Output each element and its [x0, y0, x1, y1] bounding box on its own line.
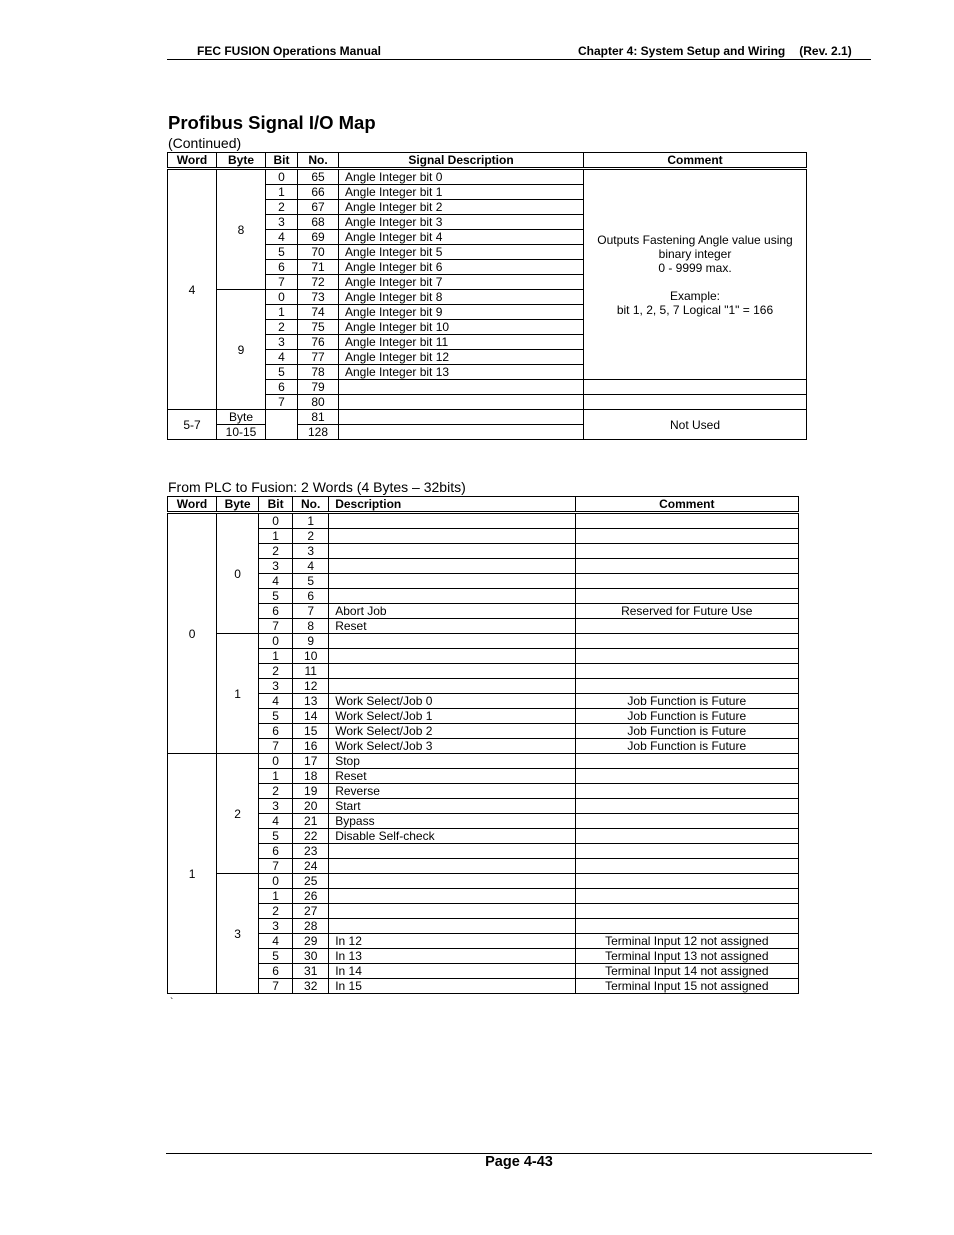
comment-cell [575, 634, 798, 649]
signal-description-cell: Angle Integer bit 2 [339, 200, 584, 215]
bit-cell: 1 [266, 185, 298, 200]
bit-cell: 7 [266, 395, 298, 410]
bit-cell: 6 [259, 964, 293, 979]
comment-cell [575, 544, 798, 559]
comment-cell [575, 559, 798, 574]
page-number [0, 1154, 954, 1170]
table-row [168, 949, 799, 964]
number-cell: 17 [293, 754, 329, 769]
bit-cell: 6 [266, 380, 298, 395]
bit-cell: 3 [259, 799, 293, 814]
stray-mark: ` [170, 997, 174, 1008]
table-row [168, 769, 799, 784]
bit-cell: 5 [259, 829, 293, 844]
page-title: Profibus Signal I/O Map [168, 112, 376, 133]
description-cell: Work Select/Job 1 [329, 709, 575, 724]
table-row [168, 694, 799, 709]
number-cell: 29 [293, 934, 329, 949]
comment-cell: Reserved for Future Use [575, 604, 798, 619]
table-row [168, 814, 799, 829]
table-row [168, 574, 799, 589]
bit-cell: 0 [259, 874, 293, 889]
bit-cell: 1 [259, 649, 293, 664]
table-row [168, 664, 799, 679]
bit-cell: 4 [259, 694, 293, 709]
table-row [168, 170, 807, 185]
comment-line [586, 275, 804, 289]
number-cell: 26 [293, 889, 329, 904]
description-cell [329, 844, 575, 859]
bit-cell: 0 [259, 754, 293, 769]
number-cell: 16 [293, 739, 329, 754]
comment-line: bit 1, 2, 5, 7 Logical "1" = 166 [616, 302, 774, 317]
comment-cell: Terminal Input 12 not assigned [575, 934, 798, 949]
byte-cell: 1 [217, 634, 259, 754]
col-header-no: No. [298, 153, 339, 168]
description-cell: Work Select/Job 2 [329, 724, 575, 739]
comment-cell [575, 664, 798, 679]
number-cell: 9 [293, 634, 329, 649]
bit-cell: 2 [259, 664, 293, 679]
signal-description-cell: Angle Integer bit 10 [339, 320, 584, 335]
description-cell: Work Select/Job 0 [329, 694, 575, 709]
table-row [168, 859, 799, 874]
table-row [168, 904, 799, 919]
comment-cell: Terminal Input 13 not assigned [575, 949, 798, 964]
bit-cell: 4 [259, 574, 293, 589]
table-row [168, 679, 799, 694]
bit-cell: 1 [259, 529, 293, 544]
table-row [168, 739, 799, 754]
number-cell: 19 [293, 784, 329, 799]
description-cell [329, 589, 575, 604]
byte-cell: Byte [217, 410, 266, 425]
bit-cell: 7 [266, 275, 298, 290]
comment-cell: Terminal Input 15 not assigned [575, 979, 798, 994]
table-row [168, 589, 799, 604]
comment-cell [575, 904, 798, 919]
page-subtitle: (Continued) [168, 135, 242, 151]
col-header-signal-description: Signal Description [339, 153, 584, 168]
description-cell: In 13 [329, 949, 575, 964]
bit-cell [266, 410, 298, 440]
comment-cell [575, 814, 798, 829]
col-header-word: Word [168, 497, 217, 512]
comment-cell: Job Function is Future [575, 724, 798, 739]
signal-description-cell: Angle Integer bit 11 [339, 335, 584, 350]
bit-cell: 2 [259, 904, 293, 919]
number-cell: 80 [298, 395, 339, 410]
signal-description-cell: Angle Integer bit 0 [339, 170, 584, 185]
table-row [168, 649, 799, 664]
comment-cell [584, 380, 807, 395]
bit-cell: 3 [259, 559, 293, 574]
signal-description-cell: Angle Integer bit 4 [339, 230, 584, 245]
plc-to-fusion-caption: From PLC to Fusion: 2 Words (4 Bytes – 32bits) [168, 479, 466, 495]
bit-cell: 5 [259, 949, 293, 964]
table-row [168, 964, 799, 979]
col-header-no: No. [293, 497, 329, 512]
byte-cell: 0 [217, 514, 259, 634]
table-row [168, 514, 799, 529]
number-cell: 71 [298, 260, 339, 275]
comment-cell: Not Used [584, 410, 807, 440]
number-cell: 14 [293, 709, 329, 724]
comment-cell [575, 784, 798, 799]
comment-cell [575, 529, 798, 544]
bit-cell: 3 [266, 215, 298, 230]
description-cell: Disable Self-check [329, 829, 575, 844]
bit-cell: 6 [266, 260, 298, 275]
bit-cell: 5 [259, 589, 293, 604]
description-cell: Reset [329, 619, 575, 634]
table-row [168, 844, 799, 859]
description-cell [329, 529, 575, 544]
number-cell: 77 [298, 350, 339, 365]
description-cell [329, 904, 575, 919]
description-cell [329, 889, 575, 904]
bit-cell: 3 [259, 679, 293, 694]
signal-description-cell: Angle Integer bit 12 [339, 350, 584, 365]
number-cell: 30 [293, 949, 329, 964]
signal-description-cell: Angle Integer bit 13 [339, 365, 584, 380]
byte-cell: 8 [217, 170, 266, 290]
signal-description-cell: Angle Integer bit 6 [339, 260, 584, 275]
comment-cell [575, 859, 798, 874]
col-header-bit: Bit [266, 153, 298, 168]
number-cell: 13 [293, 694, 329, 709]
number-cell: 27 [293, 904, 329, 919]
header-chapter-text: Chapter 4: System Setup and Wiring [578, 44, 786, 58]
bit-cell: 6 [259, 604, 293, 619]
comment-cell [575, 919, 798, 934]
description-cell: Work Select/Job 3 [329, 739, 575, 754]
number-cell: 72 [298, 275, 339, 290]
bit-cell: 7 [259, 619, 293, 634]
word-cell: 1 [168, 754, 217, 994]
table-row [168, 529, 799, 544]
table-row [168, 979, 799, 994]
signal-description-cell [339, 410, 584, 425]
number-cell: 11 [293, 664, 329, 679]
description-cell: Start [329, 799, 575, 814]
comment-cell [575, 574, 798, 589]
description-cell: Stop [329, 754, 575, 769]
header-revision: (Rev. 2.1) [799, 44, 852, 58]
description-cell [329, 574, 575, 589]
description-cell: Bypass [329, 814, 575, 829]
bit-cell: 2 [259, 784, 293, 799]
description-cell [329, 874, 575, 889]
number-cell: 21 [293, 814, 329, 829]
comment-cell: Job Function is Future [575, 709, 798, 724]
bit-cell: 5 [259, 709, 293, 724]
number-cell: 7 [293, 604, 329, 619]
comment-cell: Terminal Input 14 not assigned [575, 964, 798, 979]
description-cell [329, 649, 575, 664]
number-cell: 23 [293, 844, 329, 859]
comment-cell [584, 170, 807, 380]
table-row [168, 874, 799, 889]
bit-cell: 4 [266, 350, 298, 365]
number-cell: 70 [298, 245, 339, 260]
comment-cell [575, 769, 798, 784]
profibus-io-table-continued [167, 152, 807, 440]
col-header-comment: Comment [584, 153, 807, 168]
signal-description-cell [339, 425, 584, 440]
bit-cell: 4 [259, 814, 293, 829]
table-row [168, 709, 799, 724]
header-chapter [578, 44, 852, 58]
comment-cell: Job Function is Future [575, 694, 798, 709]
comment-cell [575, 514, 798, 529]
bit-cell: 3 [259, 919, 293, 934]
description-cell [329, 559, 575, 574]
table-row [168, 934, 799, 949]
number-cell: 32 [293, 979, 329, 994]
bit-cell: 0 [259, 634, 293, 649]
signal-description-cell [339, 380, 584, 395]
comment-cell [584, 395, 807, 410]
description-cell [329, 679, 575, 694]
number-cell: 18 [293, 769, 329, 784]
table-row [168, 724, 799, 739]
number-cell: 73 [298, 290, 339, 305]
comment-cell [575, 889, 798, 904]
number-cell: 2 [293, 529, 329, 544]
comment-cell [575, 589, 798, 604]
word-cell: 4 [168, 170, 217, 410]
comment-cell [575, 829, 798, 844]
comment-line: Example: [669, 288, 721, 303]
description-cell [329, 919, 575, 934]
number-cell: 31 [293, 964, 329, 979]
table-row [168, 754, 799, 769]
table-row [168, 634, 799, 649]
word-cell: 0 [168, 514, 217, 754]
bit-cell: 6 [259, 724, 293, 739]
bit-cell: 3 [266, 335, 298, 350]
header-rule [167, 59, 871, 60]
table-row [168, 889, 799, 904]
description-cell: Reset [329, 769, 575, 784]
signal-description-cell [339, 395, 584, 410]
number-cell: 81 [298, 410, 339, 425]
signal-description-cell: Angle Integer bit 1 [339, 185, 584, 200]
bit-cell: 4 [266, 230, 298, 245]
comment-cell [575, 619, 798, 634]
plc-to-fusion-table [167, 496, 799, 994]
col-header-bit: Bit [259, 497, 293, 512]
number-cell: 4 [293, 559, 329, 574]
byte-cell: 3 [217, 874, 259, 994]
comment-cell [575, 649, 798, 664]
bit-cell: 5 [266, 245, 298, 260]
comment-line: Outputs Fastening Angle value using [597, 232, 793, 247]
number-cell: 10 [293, 649, 329, 664]
table-row [168, 919, 799, 934]
number-cell: 24 [293, 859, 329, 874]
comment-cell: Job Function is Future [575, 739, 798, 754]
table-row [168, 799, 799, 814]
description-cell: Abort Job [329, 604, 575, 619]
byte-cell: 10-15 [217, 425, 266, 440]
bit-cell: 2 [259, 544, 293, 559]
number-cell: 75 [298, 320, 339, 335]
description-cell [329, 514, 575, 529]
byte-cell: 9 [217, 290, 266, 410]
bit-cell: 0 [266, 290, 298, 305]
description-cell: In 15 [329, 979, 575, 994]
comment-cell [575, 874, 798, 889]
number-cell: 66 [298, 185, 339, 200]
bit-cell: 5 [266, 365, 298, 380]
bit-cell: 0 [266, 170, 298, 185]
number-cell: 22 [293, 829, 329, 844]
number-cell: 78 [298, 365, 339, 380]
comment-cell [575, 754, 798, 769]
description-cell [329, 859, 575, 874]
description-cell [329, 664, 575, 679]
number-cell: 69 [298, 230, 339, 245]
table-row [168, 829, 799, 844]
signal-description-cell: Angle Integer bit 9 [339, 305, 584, 320]
number-cell: 65 [298, 170, 339, 185]
table-header-row [168, 153, 807, 168]
number-cell: 15 [293, 724, 329, 739]
table-header-row [168, 497, 799, 512]
bit-cell: 7 [259, 739, 293, 754]
description-cell [329, 634, 575, 649]
bit-cell: 2 [266, 200, 298, 215]
table-row [168, 604, 799, 619]
signal-description-cell: Angle Integer bit 3 [339, 215, 584, 230]
page-number-text: Page 4-43 [485, 1154, 553, 1170]
table-row [168, 410, 807, 425]
bit-cell: 0 [259, 514, 293, 529]
comment-cell [575, 799, 798, 814]
description-cell: In 12 [329, 934, 575, 949]
table-row [168, 619, 799, 634]
number-cell: 76 [298, 335, 339, 350]
comment-cell [575, 679, 798, 694]
col-header-description: Description [329, 497, 575, 512]
bit-cell: 7 [259, 859, 293, 874]
bit-cell: 1 [259, 889, 293, 904]
number-cell: 20 [293, 799, 329, 814]
number-cell: 8 [293, 619, 329, 634]
description-cell [329, 544, 575, 559]
comment-cell [575, 844, 798, 859]
bit-cell: 7 [259, 979, 293, 994]
number-cell: 12 [293, 679, 329, 694]
number-cell: 25 [293, 874, 329, 889]
number-cell: 128 [298, 425, 339, 440]
bit-cell: 6 [259, 844, 293, 859]
col-header-byte: Byte [217, 153, 266, 168]
number-cell: 74 [298, 305, 339, 320]
bit-cell: 1 [259, 769, 293, 784]
number-cell: 1 [293, 514, 329, 529]
number-cell: 79 [298, 380, 339, 395]
signal-description-cell: Angle Integer bit 8 [339, 290, 584, 305]
header-manual-title: FEC FUSION Operations Manual [197, 44, 382, 58]
comment-line: binary integer [658, 246, 732, 261]
number-cell: 5 [293, 574, 329, 589]
signal-description-cell: Angle Integer bit 5 [339, 245, 584, 260]
word-cell: 5-7 [168, 410, 217, 440]
number-cell: 6 [293, 589, 329, 604]
table-row [168, 784, 799, 799]
table-row [168, 544, 799, 559]
col-header-byte: Byte [217, 497, 259, 512]
number-cell: 3 [293, 544, 329, 559]
comment-line: 0 - 9999 max. [658, 260, 732, 275]
description-cell: Reverse [329, 784, 575, 799]
number-cell: 68 [298, 215, 339, 230]
bit-cell: 4 [259, 934, 293, 949]
number-cell: 28 [293, 919, 329, 934]
col-header-word: Word [168, 153, 217, 168]
signal-description-cell: Angle Integer bit 7 [339, 275, 584, 290]
bit-cell: 1 [266, 305, 298, 320]
number-cell: 67 [298, 200, 339, 215]
byte-cell: 2 [217, 754, 259, 874]
description-cell: In 14 [329, 964, 575, 979]
col-header-comment: Comment [575, 497, 798, 512]
bit-cell: 2 [266, 320, 298, 335]
table-row [168, 559, 799, 574]
